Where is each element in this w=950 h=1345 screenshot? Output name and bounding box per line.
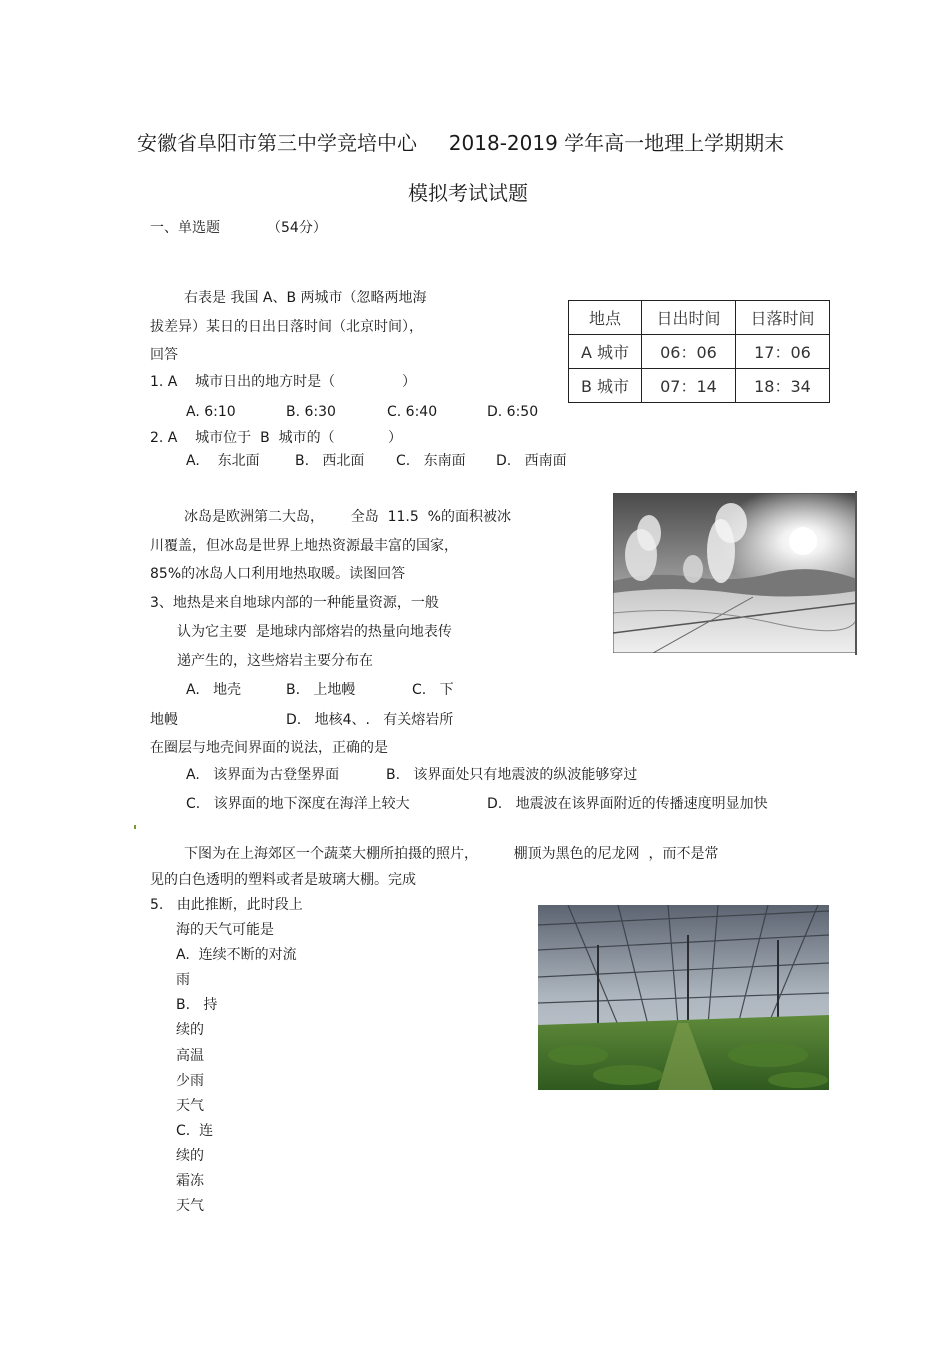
table-header-row <box>569 301 830 335</box>
scan-artifact-mark <box>134 825 136 829</box>
question-3-line2: 认为它主要 是地球内部熔岩的热量向地表传 <box>177 624 452 640</box>
q1-option-a: A. 6:10 <box>186 404 236 420</box>
table-cell: 17：06 <box>736 335 830 369</box>
q1-option-c: C. 6:40 <box>387 404 438 420</box>
q5-line: 续的 <box>176 1148 204 1164</box>
table-header-cell: 日出时间 <box>642 301 736 335</box>
table-row <box>569 335 830 369</box>
photo-edge-line <box>855 491 857 655</box>
q3-option-c-cont: 地幔 <box>150 712 178 728</box>
section-label: 一、单选题 <box>150 220 220 236</box>
q5-intro-line1: 下图为在上海郊区一个蔬菜大棚所拍摄的照片， 棚顶为黑色的尼龙网 ，而不是常 <box>184 846 719 862</box>
section-score: （54分） <box>267 220 327 236</box>
q5-line: 海的天气可能是 <box>176 922 274 938</box>
q3-option-b: B. 上地幔 <box>286 682 356 698</box>
q4-option-b: B. 该界面处只有地震波的纵波能够穿过 <box>386 767 638 783</box>
q5-line: 天气 <box>176 1098 204 1114</box>
q34-intro-line1: 冰岛是欧洲第二大岛， 全岛 11.5 %的面积被冰 <box>184 509 511 525</box>
q5-line: 少雨 <box>176 1073 204 1089</box>
doc-title-line2: 模拟考试试题 <box>408 181 528 205</box>
table-cell: B 城市 <box>569 369 642 403</box>
q12-intro-line3: 回答 <box>150 347 178 363</box>
question-3-line3: 递产生的，这些熔岩主要分布在 <box>177 653 373 669</box>
question-4: 在圈层与地壳间界面的说法，正确的是 <box>150 740 388 756</box>
q5-line: A. 连续不断的对流 <box>176 947 297 963</box>
q3-option-a: A. 地壳 <box>186 682 242 698</box>
q3-option-d: D. 地核4、. 有关熔岩所 <box>286 712 454 728</box>
table-header-cell: 地点 <box>569 301 642 335</box>
q34-intro-line2: 川覆盖，但冰岛是世界上地热资源最丰富的国家， <box>150 538 458 554</box>
q5-line: 续的 <box>176 1022 204 1038</box>
sunrise-sunset-table <box>568 300 830 403</box>
question-2: 2. A 城市位于 B 城市的（ ） <box>150 430 402 446</box>
table-cell: 18：34 <box>736 369 830 403</box>
q1-option-b: B. 6:30 <box>286 404 336 420</box>
q5-line: 雨 <box>176 972 190 988</box>
q5-line: 5. 由此推断，此时段上 <box>150 897 303 913</box>
question-3-line1: 3、地热是来自地球内部的一种能量资源，一般 <box>150 595 439 611</box>
q5-line: 高温 <box>176 1048 204 1064</box>
q2-option-b: B. 西北面 <box>295 453 365 469</box>
q12-intro-line1: 右表是 我国 A、B 两城市（忽略两地海 <box>184 290 427 306</box>
iceland-geothermal-photo <box>613 493 857 653</box>
table-row <box>569 369 830 403</box>
q12-intro-line2: 拔差异）某日的日出日落时间（北京时间）， <box>150 319 423 335</box>
q4-option-c: C. 该界面的地下深度在海洋上较大 <box>186 796 410 812</box>
greenhouse-photo-graphic <box>538 905 829 1090</box>
q1-option-d: D. 6:50 <box>487 404 539 420</box>
question-1: 1. A 城市日出的地方时是（ ） <box>150 374 416 390</box>
table-cell: 07：14 <box>642 369 736 403</box>
q2-option-c: C. 东南面 <box>396 453 466 469</box>
q3-option-c: C. 下 <box>412 682 454 698</box>
q5-line: C. 连 <box>176 1123 214 1139</box>
greenhouse-photo <box>538 905 829 1090</box>
q5-line: 天气 <box>176 1198 204 1214</box>
q34-intro-line3: 85%的冰岛人口利用地热取暖。读图回答 <box>150 566 406 582</box>
q4-option-d: D. 地震波在该界面附近的传播速度明显加快 <box>487 796 768 812</box>
q4-option-a: A. 该界面为古登堡界面 <box>186 767 340 783</box>
doc-title-school: 安徽省阜阳市第三中学竞培中心 <box>137 131 417 155</box>
q5-line: 霜冻 <box>176 1173 204 1189</box>
q5-intro-line2: 见的白色透明的塑料或者是玻璃大棚。完成 <box>150 872 416 888</box>
doc-title-line1 <box>137 130 784 156</box>
q2-option-d: D. 西南面 <box>496 453 567 469</box>
doc-title-term: 2018-2019 学年高一地理上学期期末 <box>448 131 785 155</box>
q2-option-a: A. 东北面 <box>186 453 260 469</box>
q5-line: B. 持 <box>176 997 218 1013</box>
geothermal-photo-graphic <box>613 493 857 653</box>
table-cell: A 城市 <box>569 335 642 369</box>
table-cell: 06：06 <box>642 335 736 369</box>
table-header-cell: 日落时间 <box>736 301 830 335</box>
